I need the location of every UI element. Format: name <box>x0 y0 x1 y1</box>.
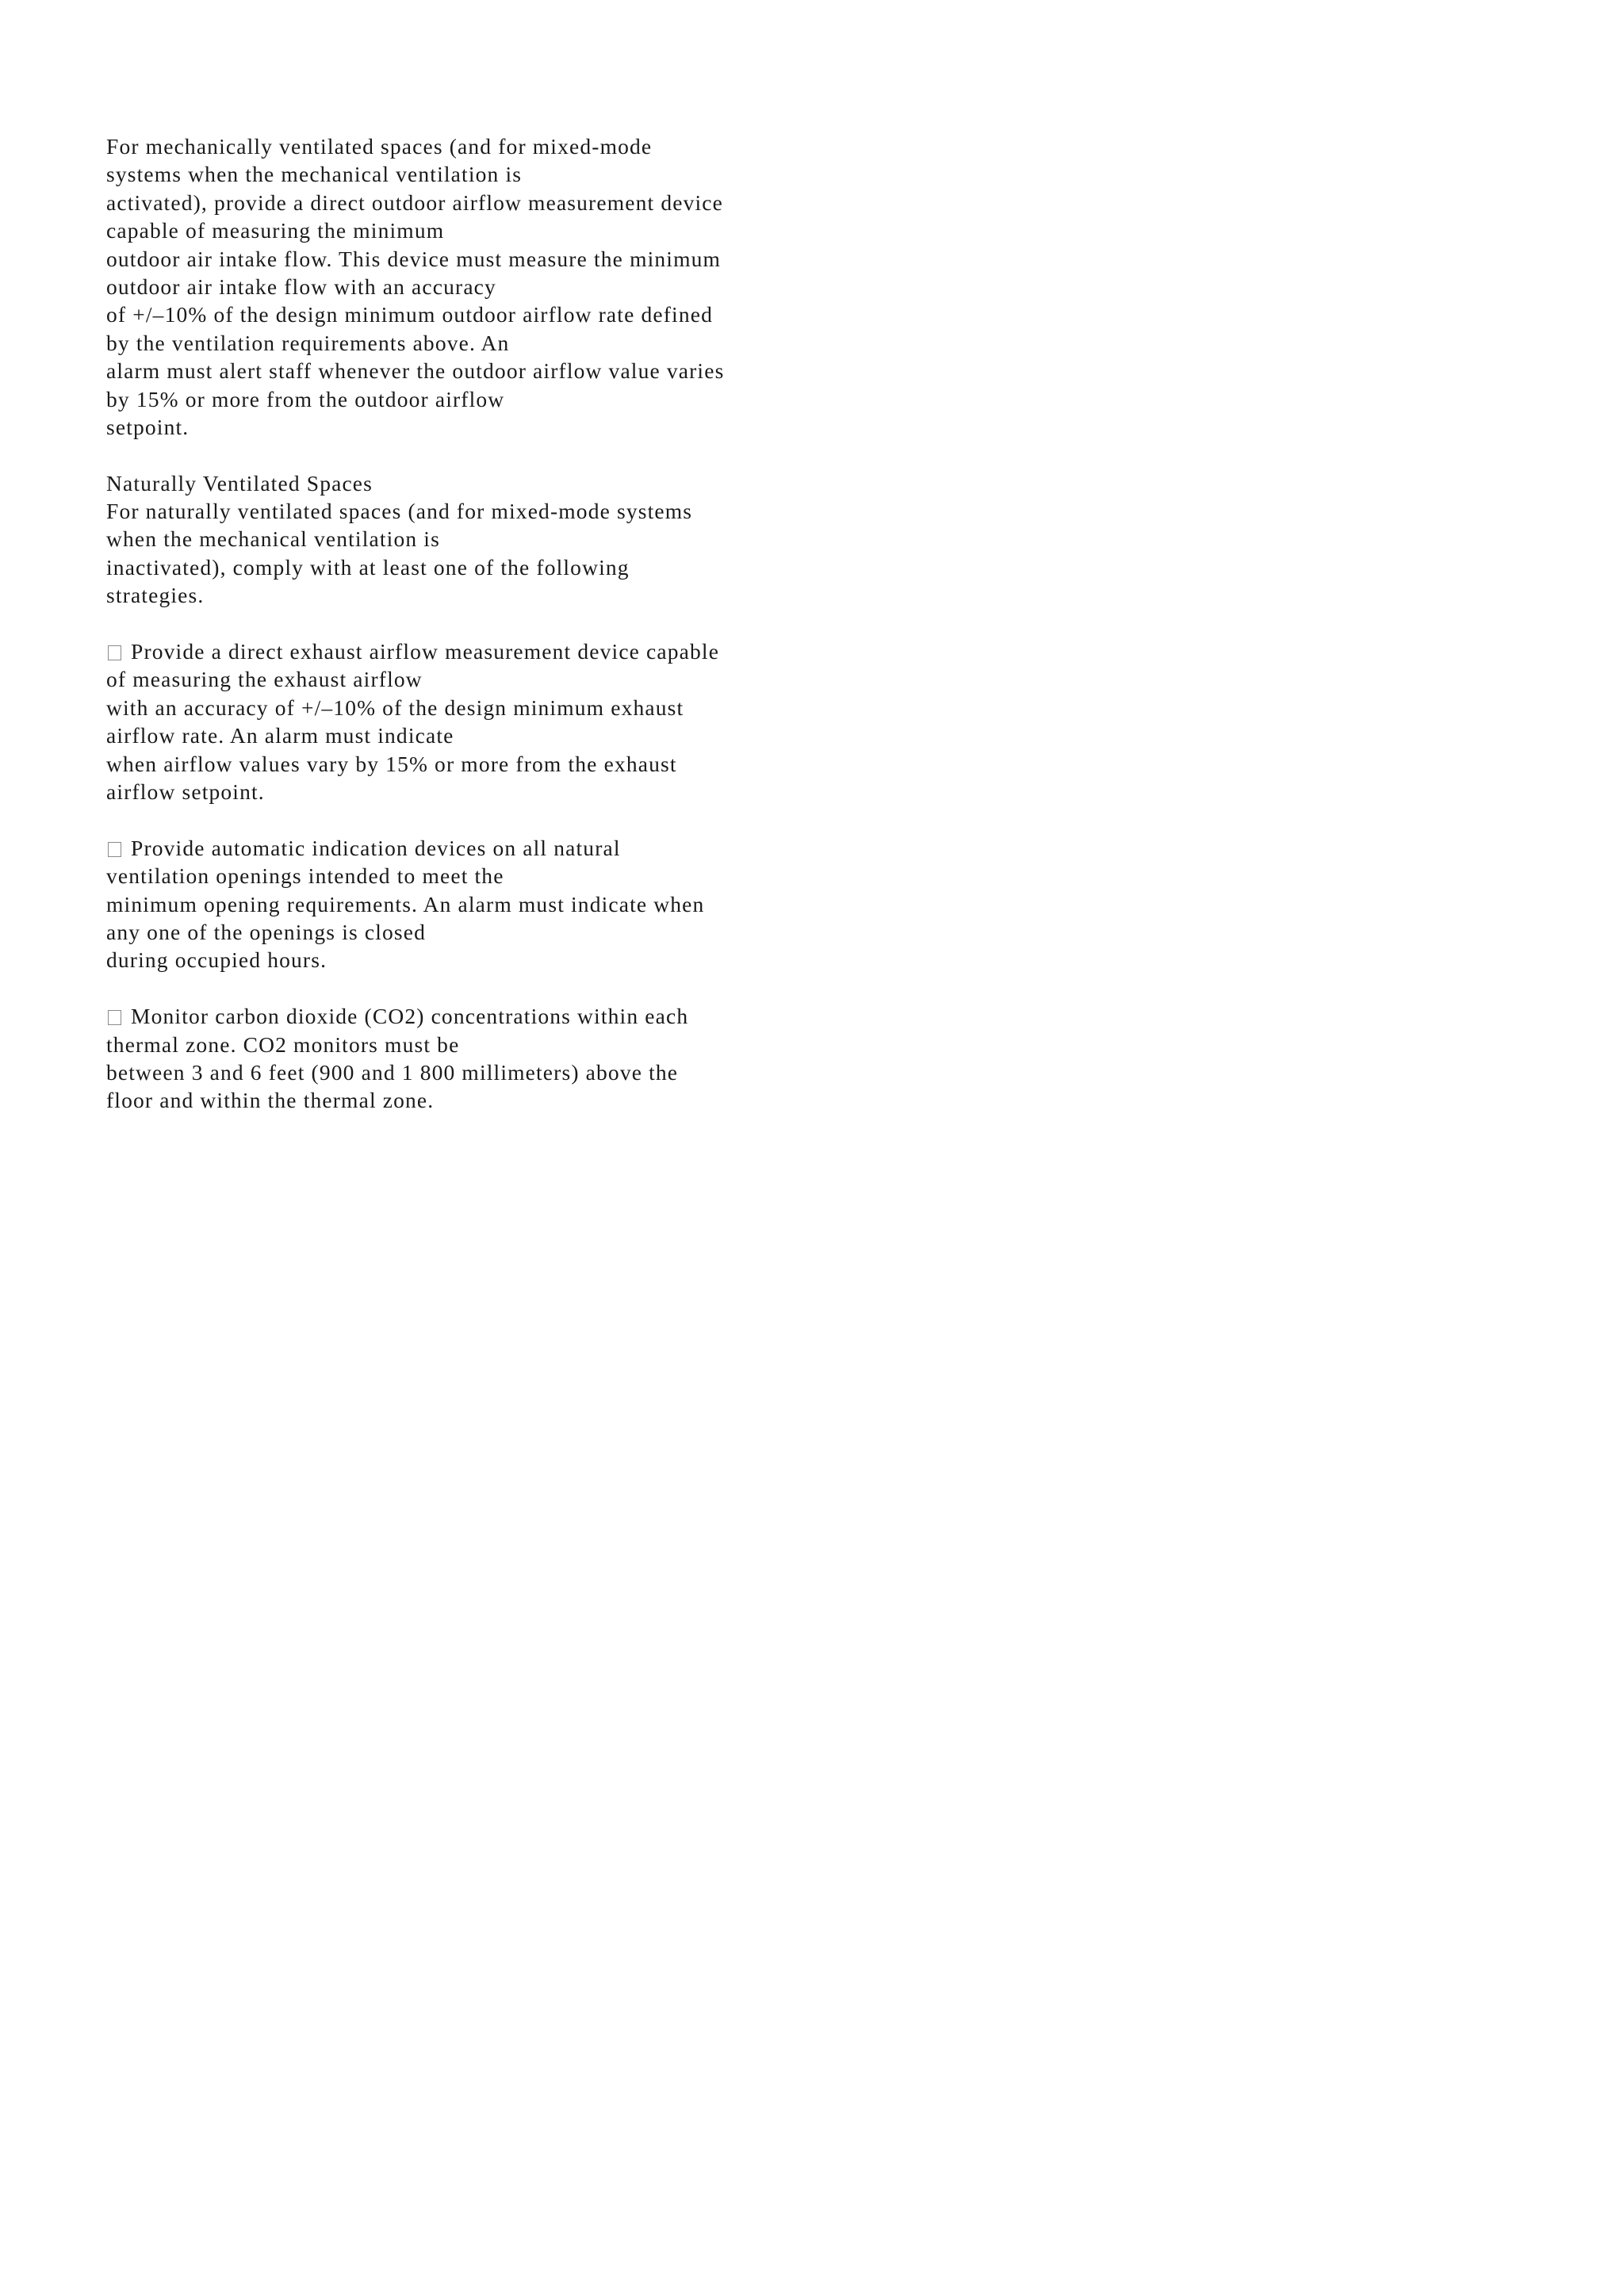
text-line <box>106 834 820 862</box>
text-line: For naturally ventilated spaces (and for mixed-mode systems <box>106 499 693 524</box>
text-line: by 15% or more from the outdoor airflow <box>106 386 505 411</box>
section-heading: Naturally Ventilated Spaces <box>106 470 373 496</box>
text-line: of measuring the exhaust airflow <box>106 667 423 692</box>
text-line <box>106 637 820 665</box>
text-line: outdoor air intake flow. This device must measure the minimum <box>106 246 722 271</box>
text-line <box>106 1002 820 1030</box>
document-page <box>0 0 872 1234</box>
text-line: of +/–10% of the design minimum outdoor airflow rate defined <box>106 302 713 327</box>
text-line: when airflow values vary by 15% or more from the exhaust <box>106 751 677 776</box>
text-line: For mechanically ventilated spaces (and for mixed-mode <box>106 134 653 159</box>
text-line: minimum opening requirements. An alarm must indicate when <box>106 891 705 916</box>
text-line: activated), provide a direct outdoor airflow measurement device <box>106 189 723 215</box>
text-line: airflow rate. An alarm must indicate <box>106 723 454 748</box>
paragraph-spacer <box>106 610 820 637</box>
text-line: inactivated), comply with at least one of the following <box>106 554 630 580</box>
text-line: when the mechanical ventilation is <box>106 526 440 552</box>
text-line: floor and within the thermal zone. <box>106 1088 435 1113</box>
bullet-indication-devices <box>106 834 820 974</box>
text-line: with an accuracy of +/–10% of the design minimum exhaust <box>106 695 684 720</box>
paragraph-spacer <box>106 441 820 469</box>
unrendered-glyph-box-icon <box>108 842 121 857</box>
paragraph-spacer <box>106 806 820 833</box>
text-line: during occupied hours. <box>106 947 327 973</box>
unrendered-glyph-box-icon <box>108 1010 121 1025</box>
text-line: outdoor air intake flow with an accuracy <box>106 274 496 299</box>
paragraph-spacer <box>106 974 820 1002</box>
bullet-text: Provide a direct exhaust airflow measurement device capable <box>131 639 720 664</box>
bullet-text: Monitor carbon dioxide (CO2) concentrations within each <box>131 1004 689 1029</box>
bullet-co2-monitoring <box>106 1002 820 1115</box>
paragraph-naturally-ventilated <box>106 469 820 610</box>
text-line: systems when the mechanical ventilation is <box>106 162 523 187</box>
text-line: ventilation openings intended to meet the <box>106 863 504 889</box>
text-line: between 3 and 6 feet (900 and 1 800 millimeters) above the <box>106 1059 679 1085</box>
text-line: thermal zone. CO2 monitors must be <box>106 1031 460 1057</box>
text-line: airflow setpoint. <box>106 779 265 804</box>
text-line: capable of measuring the minimum <box>106 218 445 243</box>
document-body <box>106 132 820 1115</box>
text-line: alarm must alert staff whenever the outdoor airflow value varies <box>106 358 725 384</box>
paragraph-mechanical-ventilation <box>106 132 820 441</box>
text-line: setpoint. <box>106 414 190 439</box>
unrendered-glyph-box-icon <box>108 645 121 660</box>
bullet-exhaust-airflow <box>106 637 820 806</box>
text-line: any one of the openings is closed <box>106 919 427 944</box>
bullet-text: Provide automatic indication devices on all natural <box>131 835 621 860</box>
text-line: by the ventilation requirements above. An <box>106 330 510 355</box>
text-line: strategies. <box>106 583 205 608</box>
